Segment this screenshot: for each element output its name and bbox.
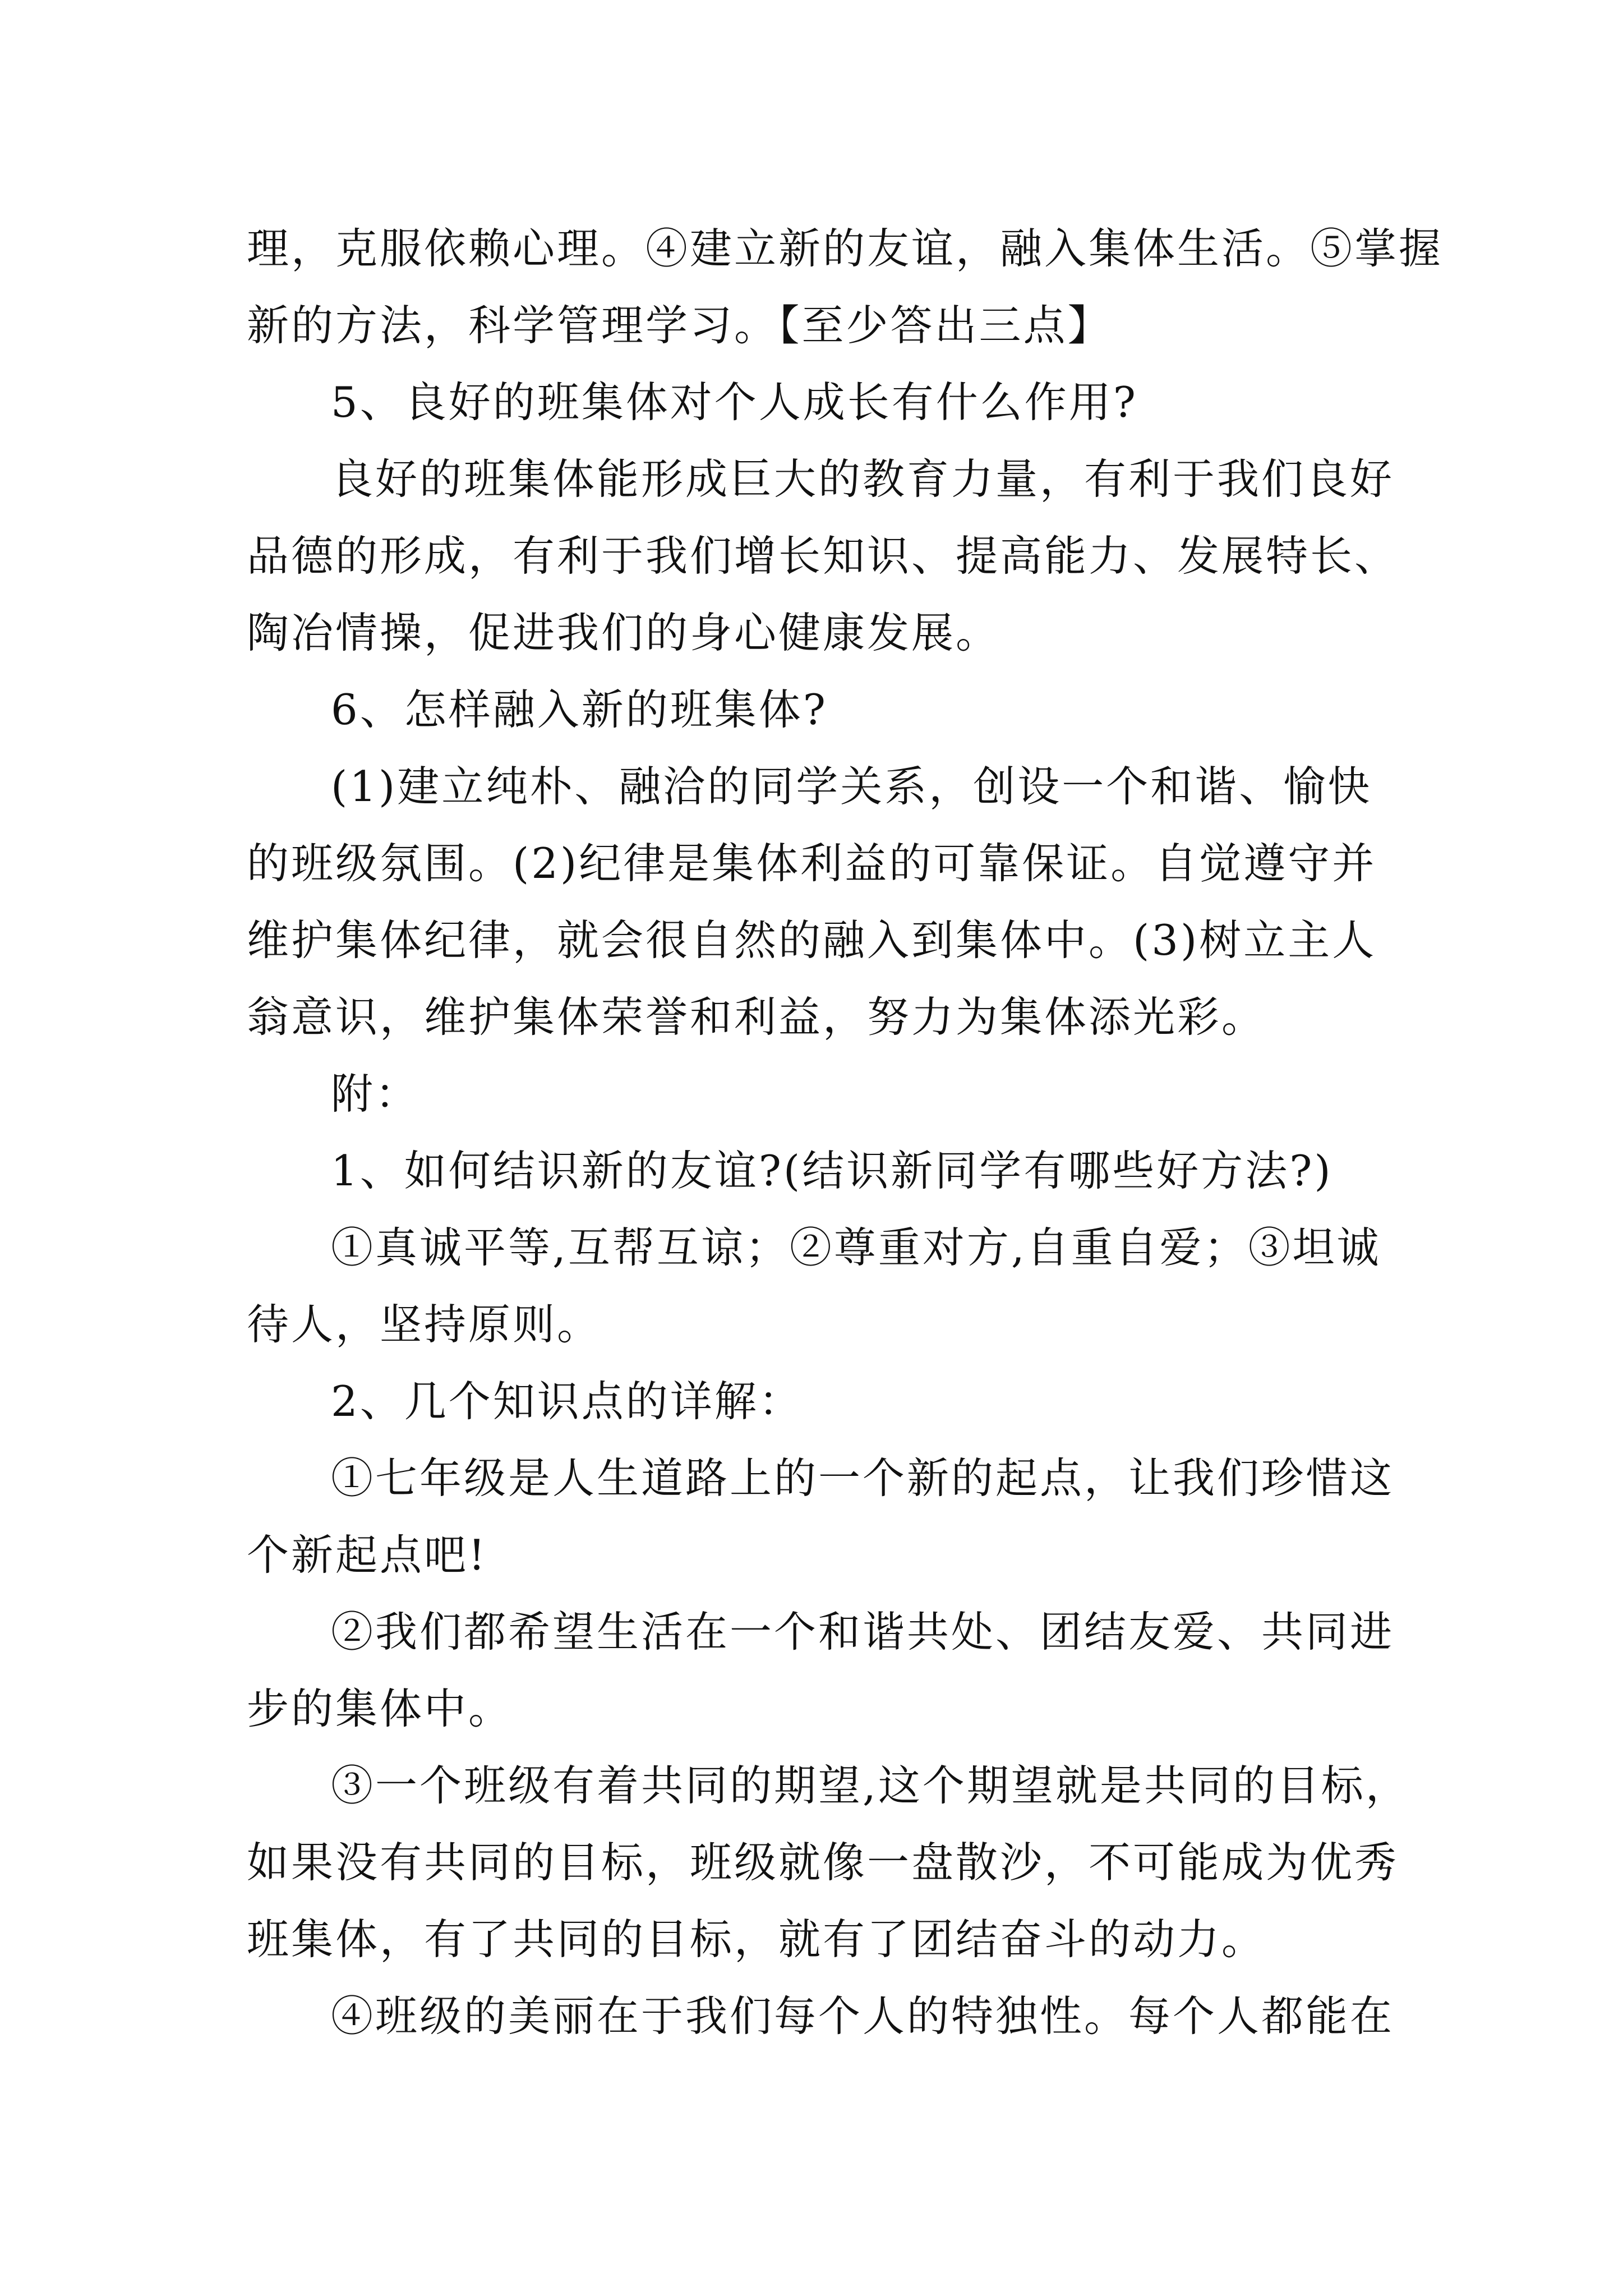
text-line: (1)建立纯朴、融洽的同学关系，创设一个和谐、愉快 [331,762,1372,811]
appendix-heading: 附： [331,1069,420,1119]
question-heading: 6、怎样融入新的班集体? [331,685,828,734]
text-line: 步的集体中。 [247,1684,513,1733]
question-heading: 1、如何结识新的友谊?(结识新同学有哪些好方法?) [331,1146,1333,1195]
document-body [247,210,1444,2055]
text-line: ②我们都希望生活在一个和谐共处、团结友爱、共同进 [331,1607,1395,1657]
text-line: ③一个班级有着共同的期望,这个期望就是共同的目标， [331,1761,1410,1810]
question-heading: 5、良好的班集体对个人成长有什么作用? [331,378,1138,427]
text-line: 理，克服依赖心理。④建立新的友谊，融入集体生活。⑤掌握 [247,224,1444,273]
text-line: 陶冶情操，促进我们的身心健康发展。 [247,608,1000,657]
text-line: 待人，坚持原则。 [247,1300,602,1349]
text-line: 良好的班集体能形成巨大的教育力量，有利于我们良好 [331,454,1395,504]
question-heading: 2、几个知识点的详解： [331,1377,803,1426]
text-line: ①真诚平等,互帮互谅；②尊重对方,自重自爱；③坦诚 [331,1223,1381,1272]
text-line: ①七年级是人生道路上的一个新的起点，让我们珍惜这 [331,1453,1395,1503]
text-line: 的班级氛围。(2)纪律是集体利益的可靠保证。自觉遵守并 [247,839,1377,888]
text-line: 新的方法，科学管理学习。【至少答出三点】 [247,301,1112,350]
text-line: 维护集体纪律，就会很自然的融入到集体中。(3)树立主人 [247,915,1377,965]
text-line: ④班级的美丽在于我们每个人的特独性。每个人都能在 [331,1991,1395,2041]
text-line: 品德的形成，有利于我们增长知识、提高能力、发展特长、 [247,531,1399,581]
text-line: 班集体，有了共同的目标，就有了团结奋斗的动力。 [247,1915,1266,1964]
text-line: 翁意识，维护集体荣誉和利益，努力为集体添光彩。 [247,992,1266,1042]
text-line: 个新起点吧! [247,1530,488,1580]
text-line: 如果没有共同的目标，班级就像一盘散沙，不可能成为优秀 [247,1838,1399,1887]
